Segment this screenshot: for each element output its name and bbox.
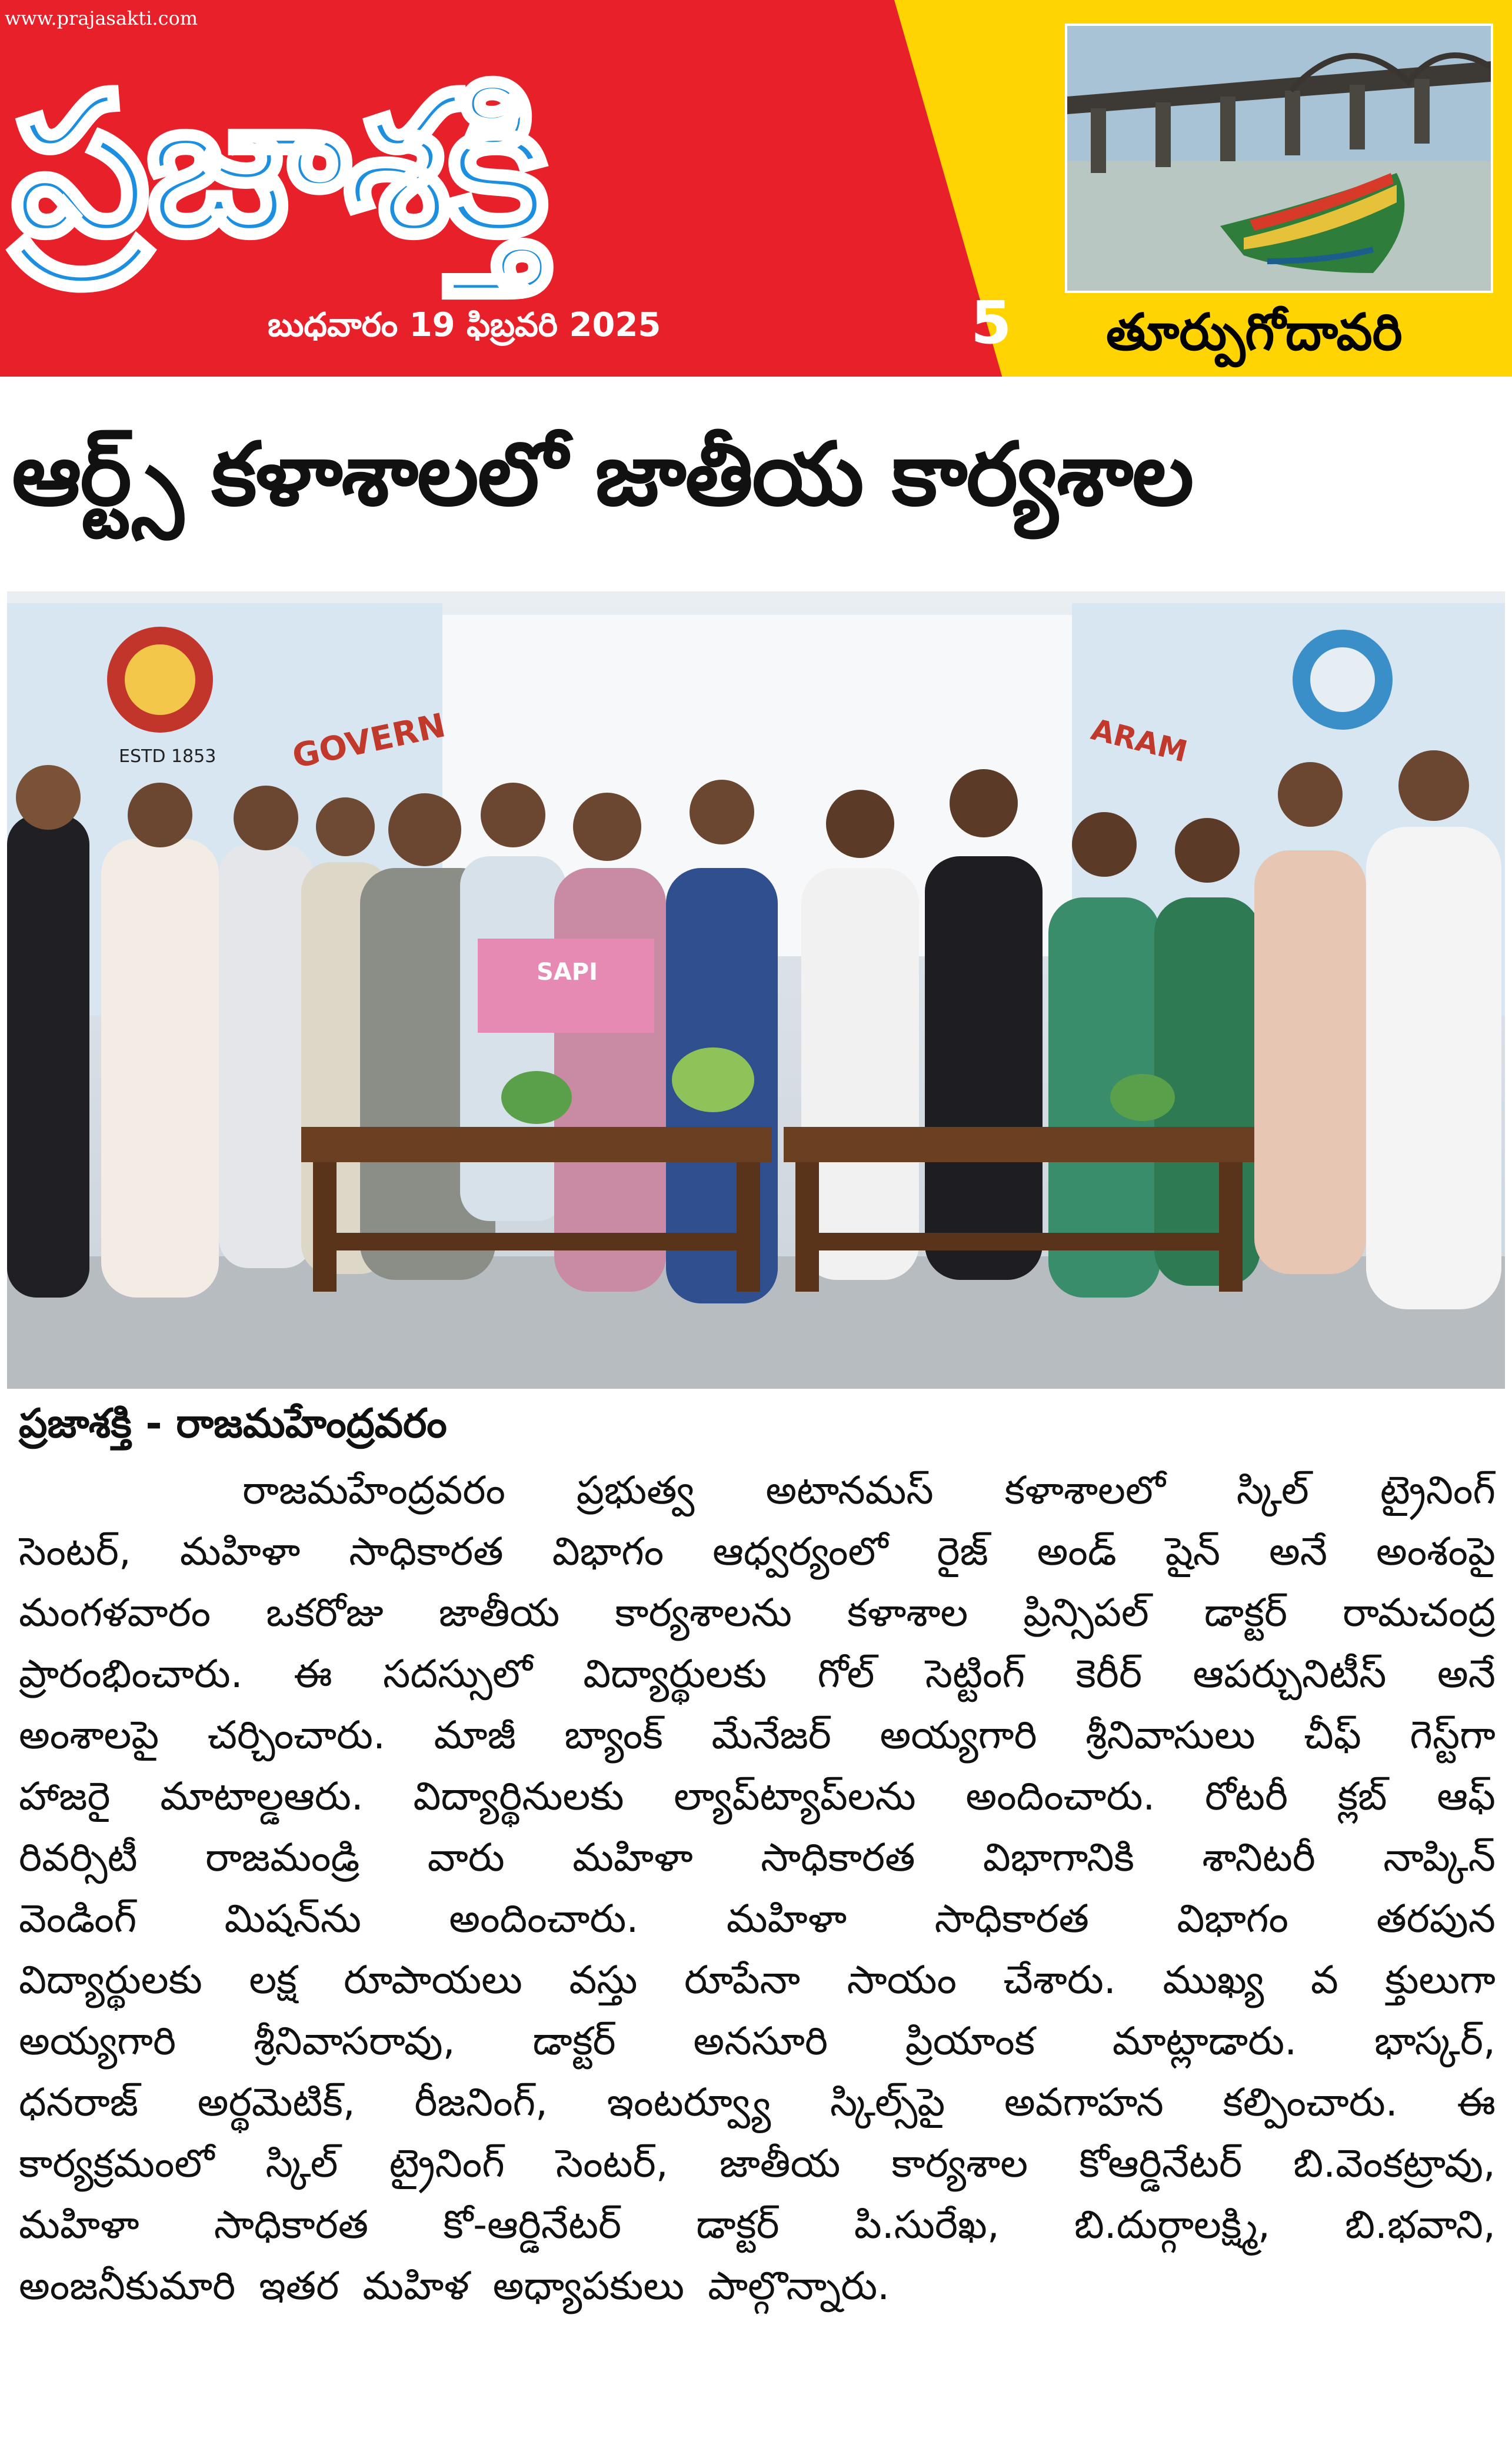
article-line: వెండింగ్ మిషన్‌ను అందించారు. మహిళా సాధికారత విభాగం తరపున bbox=[19, 1896, 1496, 1941]
article-line: మహిళా సాధికారత కో-ఆర్డినేటర్ డాక్టర్ పి.సురేఖ, బి.దుర్గాలక్ష్మి, బి.భవాని, bbox=[19, 2202, 1496, 2247]
masthead-photo-bridge-boat bbox=[1065, 24, 1493, 293]
headline: ఆర్ట్స్ కళాశాలలో జాతీయ కార్యశాల bbox=[12, 424, 1193, 525]
banner-left-text: GOVERN bbox=[289, 706, 449, 776]
article-line: ధనరాజ్ అర్థమెటిక్, రీజనింగ్, ఇంటర్వ్యూ స్కిల్స్‌పై అవగాహన కల్పించారు. ఈ bbox=[19, 2080, 1496, 2125]
bridge-boat-illustration bbox=[1067, 26, 1491, 291]
newspaper-logo bbox=[12, 35, 965, 294]
article-line: ప్రారంభించారు. ఈ సదస్సులో విద్యార్థులకు గోల్ సెట్టింగ్ కెరీర్ ఆపర్చునిటీస్ అనే bbox=[19, 1651, 1496, 1697]
article-line: కార్యక్రమంలో స్కిల్ ట్రైనింగ్ సెంటర్, జాతీయ కార్యశాల కోఆర్డినేటర్ బి.వెంకట్రావు, bbox=[19, 2141, 1496, 2186]
article-body bbox=[19, 1401, 1496, 2317]
region-name: తూర్పుగోదావరి bbox=[1106, 303, 1403, 362]
page-number: 5 bbox=[971, 288, 1012, 357]
event-photo-illustration bbox=[7, 591, 1505, 1389]
estd-text: ESTD 1853 bbox=[119, 746, 217, 767]
article-line: అయ్యగారి శ్రీనివాసరావు, డాక్టర్ అనసూరి ప్రియాంక మాట్లాడారు. భాస్కర్, bbox=[19, 2018, 1496, 2064]
article-text bbox=[19, 1460, 1496, 2317]
article-line: అంశాలపై చర్చించారు. మాజీ బ్యాంక్ మేనేజర్ అయ్యగారి శ్రీనివాసులు చీఫ్ గెస్ట్‌గా bbox=[19, 1712, 1496, 1758]
article-line: సెంటర్, మహిళా సాధికారత విభాగం ఆధ్వర్యంలో రైజ్ అండ్ షైన్ అనే అంశంపై bbox=[19, 1529, 1496, 1574]
logo-text: ప్రజాశక్తి bbox=[12, 52, 545, 278]
banner-right-text: ARAM bbox=[1088, 712, 1191, 769]
issue-date: బుధవారం 19 ఫిబ్రవరి 2025 bbox=[268, 306, 661, 344]
masthead-divider bbox=[0, 377, 1512, 388]
site-url: www.prajasakti.com bbox=[5, 7, 198, 29]
article-line: అంజనీకుమారి ఇతర మహిళ అధ్యాపకులు పాల్గొన్నారు. bbox=[19, 2263, 890, 2309]
article-line: రాజమహేంద్రవరం ప్రభుత్వ అటానమస్ కళాశాలలో స్కిల్ ట్రైనింగ్ bbox=[242, 1468, 1496, 1513]
laptop-box bbox=[478, 939, 654, 1033]
box-label: SAPI bbox=[537, 959, 598, 986]
article-line: విద్యార్థులకు లక్ష రూపాయలు వస్తు రూపేనా సాయం చేశారు. ముఖ్య వ క్తులుగా bbox=[19, 1957, 1496, 2003]
article-line: హాజరై మాటాల్డఆరు. విద్యార్థినులకు ల్యాప్‌ట్యాప్‌లను అందించారు. రోటరీ క్లబ్ ఆఫ్ bbox=[19, 1774, 1496, 1819]
article-dateline: ప్రజాశక్తి - రాజమహేంద్రవరం bbox=[19, 1401, 447, 1447]
masthead bbox=[0, 0, 1512, 388]
article-line: రివర్సిటీ రాజమండ్రి వారు మహిళా సాధికారత విభాగానికి శానిటరీ నాప్కిన్ bbox=[19, 1835, 1496, 1880]
article-line: మంగళవారం ఒకరోజు జాతీయ కార్యశాలను కళాశాల ప్రిన్సిపల్ డాక్టర్ రామచంద్ర bbox=[19, 1590, 1496, 1635]
event-photo bbox=[7, 591, 1505, 1389]
